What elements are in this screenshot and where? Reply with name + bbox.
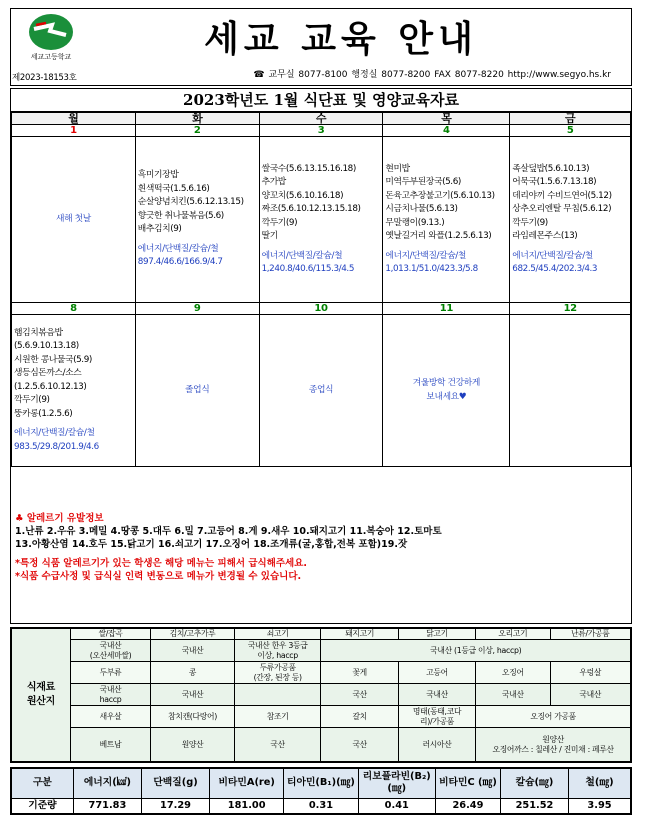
allergy-heading: ♣ 알레르기 유발정보 (15, 513, 104, 524)
nutrition-value: 682.5/45.4/202.3/4.3 (512, 264, 598, 274)
date-12: 12 (510, 303, 631, 315)
vacation-text: 보내세요♥ (426, 391, 467, 402)
origin-value: 이상, haccp (257, 650, 298, 660)
origin-header: 쇠고기 (234, 629, 321, 640)
page-title: 세교 교육 안내 (204, 18, 478, 60)
origin-cell: 국내산 (151, 684, 235, 706)
origin-value: 국내산 한우 3등급 (247, 640, 308, 650)
origin-cell: 국산 (321, 728, 398, 762)
menu-item: 생등심돈까스/소스 (14, 368, 82, 379)
nutrition-value: 1,013.1/51.0/423.3/5.8 (385, 264, 478, 274)
menu-cell-jan4 (383, 137, 510, 303)
origin-header: 콩 (151, 662, 235, 684)
nutrition-value: 897.4/46.6/166.9/4.7 (137, 257, 223, 268)
nutrition-value-cell: 771.83 (73, 798, 141, 813)
date-8: 8 (12, 303, 136, 315)
menu-item: 족살덮밥(5.6.10.13) (512, 163, 590, 174)
menu-cell-jan10 (259, 315, 383, 467)
origin-cell: 국산 (234, 728, 321, 762)
date-9: 9 (135, 303, 259, 315)
origin-value: haccp (99, 694, 122, 704)
origin-value: (간장, 된장 등) (253, 672, 302, 682)
menu-item: 미역두부된장국(5.6) (385, 177, 461, 187)
allergy-list: 13.아황산염 14.호두 15.닭고기 16.쇠고기 17.오징어 18.조개류(굴,홍합,전복 포함)19.잣 (15, 539, 408, 550)
menu-item: 순살양념치킨(5.6.12.13.15) (137, 197, 244, 208)
ingredient-origin-table (10, 627, 632, 763)
nutrition-header: 칼슘(㎎) (500, 769, 568, 799)
origin-value: (오산세마쌀) (89, 650, 132, 660)
menu-cell-jan8 (12, 315, 136, 467)
nutrition-label: 에너지/단백질/칼슘/철 (512, 250, 593, 261)
nutrition-value-cell: 17.29 (141, 798, 209, 813)
origin-header: 오리고기 (476, 629, 550, 640)
origin-cell: 국내산 (1등급 이상, haccp) (321, 640, 631, 662)
menu-item: 상추오리엔탈 무침(5.6.12) (512, 204, 612, 214)
menu-item: 깍두기(9) (512, 217, 548, 228)
origin-cell: 국내산 (398, 684, 475, 706)
origin-header: 새우살 (70, 706, 150, 728)
school-name: 세교고등학교 (30, 53, 72, 61)
menu-item: 흑미기장밥 (137, 170, 179, 181)
date-10: 10 (259, 303, 383, 315)
origin-cell (476, 728, 631, 762)
origin-cell (70, 640, 150, 662)
origin-cell: 국산 (321, 684, 398, 706)
nutrition-label: 에너지/단백질/칼슘/철 (261, 250, 343, 261)
nutrition-header: 리보플라빈(B₂)(㎎) (358, 769, 435, 799)
nutrition-row-label: 기준량 (12, 798, 74, 813)
menu-item: 쌀국수(5.6.13.15.16.18) (261, 163, 356, 174)
menu-item: 현미밥 (385, 163, 410, 174)
origin-header: 갈치 (321, 706, 398, 728)
nutrition-header: 철(㎎) (569, 769, 631, 799)
origin-cell: 베트남 (70, 728, 150, 762)
menu-item: 양꼬치(5.6.10.16.18) (261, 190, 344, 201)
holiday-text: 새해 첫날 (56, 213, 91, 224)
menu-item: 어묵국(1.5.6.7.13.18) (512, 177, 597, 187)
origin-header: 두부류 (70, 662, 150, 684)
nutrition-value-cell: 181.00 (210, 798, 284, 813)
menu-item: 뚱카롱(1.2.5.6) (14, 408, 73, 419)
graduation-text: 졸업식 (185, 384, 210, 395)
menu-change-notice: *식품 수급사정 및 급식실 인력 변동으로 메뉴가 변경될 수 있습니다. (15, 571, 302, 582)
nutrition-header: 티아민(B₁)(㎎) (284, 769, 358, 799)
origin-value: 오징어까스 : 칠레산 / 진미채 : 페루산 (492, 744, 614, 754)
origin-label (12, 629, 71, 762)
origin-value: 국내산 (99, 640, 122, 650)
nutrition-value-cell: 3.95 (569, 798, 631, 813)
nutrition-header: 에너지(㎉) (73, 769, 141, 799)
origin-header: 오징어 가공품 (476, 706, 631, 728)
origin-value: 원양산 (542, 734, 564, 744)
nutrition-value-cell: 0.41 (358, 798, 435, 813)
origin-cell (234, 684, 321, 706)
nutrition-standard-table (10, 767, 632, 815)
origin-label-line: 원산지 (26, 696, 55, 707)
origin-header: 참치캔(다랑어) (151, 706, 235, 728)
menu-cell-jan11 (383, 315, 510, 467)
day-thu: 목 (383, 113, 510, 125)
allergy-list: 1.난류 2.우유 3.메밀 4.땅콩 5.대두 6.밀 7.고등어 8.게 9.새우 10.돼지고기 11.복숭아 12.토마토 (15, 526, 442, 537)
origin-header: 고등어 (398, 662, 475, 684)
origin-header: 닭고기 (398, 629, 475, 640)
nutrition-value-cell: 0.31 (284, 798, 358, 813)
date-3: 3 (259, 125, 383, 137)
menu-item: 짜조(5.6.10.12.13.15.18) (261, 204, 361, 214)
menu-item: 추가밥 (261, 177, 286, 187)
menu-item: 흰색떡국(1.5.6.16) (137, 183, 210, 194)
menu-cell-jan5 (510, 137, 631, 303)
date-2: 2 (135, 125, 259, 137)
nutrition-value: 1,240.8/40.6/115.3/4.5 (261, 264, 355, 274)
origin-value: 두류가공품 (259, 662, 296, 672)
date-1: 1 (12, 125, 136, 137)
origin-header: 난류/가공품 (550, 629, 631, 640)
origin-header: 오징어 (476, 662, 550, 684)
origin-header: 우렁살 (550, 662, 631, 684)
menu-cell-jan9 (135, 315, 259, 467)
origin-cell: 국내산 (550, 684, 631, 706)
menu-item: 시금치나물(5.6.13) (385, 204, 458, 214)
menu-item: 옛날길거리 와플(1.2.5.6.13) (385, 231, 492, 241)
day-wed: 수 (259, 113, 383, 125)
closing-ceremony-text: 종업식 (308, 384, 334, 395)
school-emblem-icon (28, 13, 74, 51)
date-11: 11 (383, 303, 510, 315)
origin-label-line: 식재료 (26, 682, 55, 693)
menu-subtitle: 2023학년도 1월 식단표 및 영양교육자료 (10, 88, 632, 112)
nutrition-label: 에너지/단백질/칼슘/철 (137, 243, 219, 254)
origin-header: 김치/고추가루 (151, 629, 235, 640)
menu-cell-jan2 (135, 137, 259, 303)
menu-item: 깍두기(9) (14, 395, 50, 406)
school-logo (21, 13, 81, 67)
origin-value: 국내산 (99, 684, 122, 694)
nutrition-value: 983.5/29.8/201.9/4.6 (14, 441, 99, 452)
day-mon: 월 (12, 113, 136, 125)
origin-cell: 국내산 (476, 684, 550, 706)
menu-item: (1.2.5.6.10.12.13) (14, 381, 87, 392)
nutrition-header: 비타민A(re) (210, 769, 284, 799)
date-5: 5 (510, 125, 631, 137)
menu-item: 향긋한 취나물볶음(5.6) (137, 210, 224, 221)
menu-cell-jan1 (12, 137, 136, 303)
origin-cell: 국내산 (151, 640, 235, 662)
origin-value: 명태(동태,코다 (412, 706, 462, 716)
nutrition-header: 비타민C (㎎) (435, 769, 500, 799)
origin-header: 꽃게 (321, 662, 398, 684)
date-4: 4 (383, 125, 510, 137)
day-fri: 금 (510, 113, 631, 125)
origin-cell (234, 640, 321, 662)
origin-cell: 원양산 (151, 728, 235, 762)
letterhead (10, 8, 632, 86)
menu-item: 시원한 콩나물국(5.9) (14, 354, 92, 365)
nutrition-value-cell: 251.52 (500, 798, 568, 813)
origin-header (234, 662, 321, 684)
menu-cell-jan12 (510, 315, 631, 467)
contact-info: ☎ 교무실 8077-8100 행정실 8077-8200 FAX 8077-8220 http://www.segyo.hs.kr (253, 70, 611, 80)
menu-item: 라임레몬주스(13) (512, 231, 578, 241)
menu-item: (5.6.9.10.13.18) (14, 341, 79, 352)
document-number: 제2023-18153호 (12, 73, 77, 83)
menu-item: 햄김치볶음밥 (14, 327, 63, 338)
menu-item: 딸기 (261, 231, 278, 241)
nutrition-header: 단백질(g) (141, 769, 209, 799)
menu-item: 무말랭이(9.13.) (385, 217, 445, 228)
origin-header: 쌀/잡곡 (70, 629, 150, 640)
origin-header (398, 706, 475, 728)
origin-header: 돼지고기 (321, 629, 398, 640)
origin-value: 리)/가공품 (420, 716, 455, 726)
meal-menu (10, 111, 632, 624)
menu-item: 데리야끼 수비드연어(5.12) (512, 190, 612, 201)
vacation-text: 겨울방학 건강하게 (412, 378, 480, 388)
allergy-warning: *특정 식품 알레르기가 있는 학생은 해당 메뉴는 피해서 급식해주세요. (15, 558, 307, 569)
menu-item: 배추김치(9) (137, 224, 182, 235)
menu-item: 깍두기(9) (261, 217, 298, 228)
origin-cell: 러시아산 (398, 728, 475, 762)
origin-cell (70, 684, 150, 706)
nutrition-header: 구분 (12, 769, 74, 799)
nutrition-label: 에너지/단백질/칼슘/철 (385, 250, 466, 261)
day-tue: 화 (135, 113, 259, 125)
menu-cell-jan3 (259, 137, 383, 303)
menu-item: 돈육고추장불고기(5.6.10.13) (385, 190, 495, 201)
nutrition-value-cell: 26.49 (435, 798, 500, 813)
origin-header: 참조기 (234, 706, 321, 728)
allergy-info (15, 512, 625, 583)
nutrition-label: 에너지/단백질/칼슘/철 (14, 428, 95, 439)
